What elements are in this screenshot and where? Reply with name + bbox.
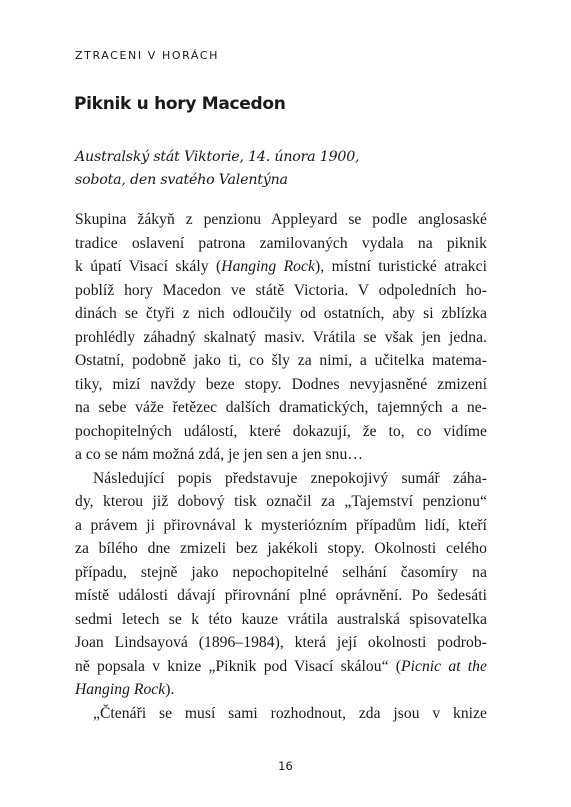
body-line: Následující popis představuje znepokojivý sumář záha- (93, 469, 487, 487)
body-line: za bílého dne zmizeli bez jakékoli stopy. Okolnosti celého (75, 540, 487, 557)
body-text (75, 208, 487, 725)
chapter-title: Piknik u hory Macedon (74, 94, 286, 114)
body-line: tiky, mizí navždy beze stopy. Dodnes nevyjasněné zmizení (75, 375, 487, 393)
body-line: Joan Lindsayová (1896–1984), která její okolnosti podrob- (75, 634, 487, 651)
subtitle (75, 146, 505, 192)
body-line: prohlédly záhadný skalnatý masiv. Vrátila se však jen jedna. (75, 328, 487, 346)
body-line: k úpatí Visací skály (Hanging Rock), místní turistické atrakci (75, 258, 488, 275)
body-line: místě události dávají přirovnání plné oprávnění. Po šedesáti (75, 587, 487, 604)
body-line: tradice oslavení patrona zamilovaných vydala na piknik (75, 234, 487, 252)
body-line: na sebe váže řetězec dalších dramatických, tajemných a ne- (75, 399, 487, 416)
body-line: Ostatní, podobně jako ti, co šly za nimi, a učitelka matema- (75, 352, 487, 369)
body-line: dinách se čtyři z nich odloučily od ostatních, aby si zblízka (75, 305, 487, 322)
body-line: a právem ji přirovnával k mysteriózním případům lidí, kteří (75, 516, 487, 534)
body-line: a co se nám možná zdá, je jen sen a jen snu… (75, 446, 363, 463)
body-line: pochopitelných událostí, které dokazují, že to, co vidíme (75, 422, 487, 440)
subtitle-line: sobota, den svatého Valentýna (75, 172, 288, 188)
subtitle-line: Australský stát Viktorie, 14. února 1900, (75, 149, 360, 165)
body-line: dy, kterou již dobový tisk označil za „Tajemství penzionu“ (75, 493, 487, 510)
body-line: poblíž hory Macedon ve státě Victoria. V odpoledních ho- (75, 281, 487, 299)
body-line: „Čtenáři se musí sami rozhodnout, zda jsou v knize (93, 704, 487, 722)
page-number: 16 (278, 759, 293, 773)
body-line: případu, stejně jako nepochopitelné selhání časomíry na (75, 563, 487, 581)
body-line: Skupina žákyň z penzionu Appleyard se podle anglosaské (75, 211, 487, 228)
body-line: sedmi letech se k této kauze vrátila australská spisovatelka (75, 610, 487, 628)
body-line: ně popsala v knize „Piknik pod Visací skálou“ (Picnic at the (75, 657, 487, 675)
running-head: ZTRACENI V HORÁCH (75, 49, 220, 62)
body-line: Hanging Rock). (75, 681, 175, 698)
